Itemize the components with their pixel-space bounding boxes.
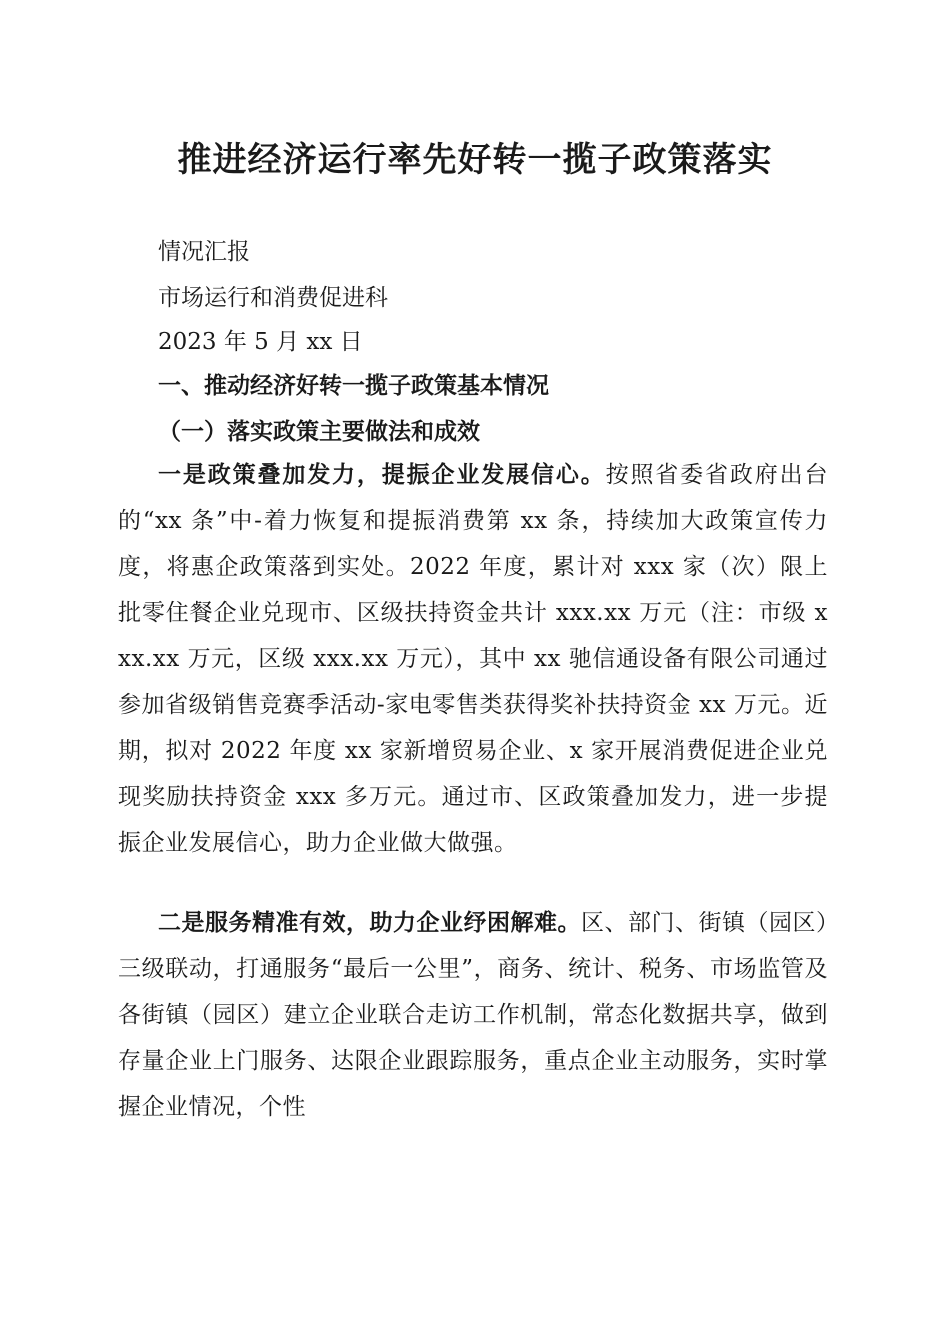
- paragraph-1: [118, 452, 828, 866]
- paragraph-2-lead: 二是服务精准有效，助力企业纾困解难。: [158, 909, 581, 936]
- paragraph-2-body: 区、部门、街镇（园区）三级联动，打通服务“最后一公里”，商务、统计、税务、市场监管及各街镇（园区）建立企业联合走访工作机制，常态化数据共享，做到存量企业上门服务、达限企业跟踪服务，重点企业主动服务，实时掌握企业情况，个性: [118, 910, 828, 1120]
- paragraph-1-body: 按照省委省政府出台的“xx 条”中-着力恢复和提振消费第 xx 条，持续加大政策宣传力度，将惠企政策落到实处。2022 年度，累计对 xxx 家（次）限上批零住餐企业兑现市、区级扶持资金共计 xxx.xx 万元（注：市级 xxx.xx 万元，区级 xxx.xx 万元），其中 xx 驰信通设备有限公司通过参加省级销售竞赛季活动-家电零售类获得奖补扶持资金 xx 万元。近期，拟对 2022 年度 xx 家新增贸易企业、x 家开展消费促进企业兑现奖励扶持资金 xxx 多万元。通过市、区政策叠加发力，进一步提振企业发展信心，助力企业做大做强。: [118, 462, 829, 856]
- paragraph-1-lead: 一是政策叠加发力，提振企业发展信心。: [158, 461, 606, 488]
- subsection-heading: （一）落实政策主要做法和成效: [158, 418, 480, 445]
- report-date: 2023 年 5 月 xx 日: [158, 329, 363, 355]
- section-heading: 一、推动经济好转一揽子政策基本情况: [158, 373, 549, 399]
- document-title: 推进经济运行率先好转一揽子政策落实: [177, 140, 773, 180]
- department: 市场运行和消费促进科: [158, 285, 388, 311]
- paragraph-2: [118, 900, 828, 1130]
- report-type: 情况汇报: [158, 239, 250, 265]
